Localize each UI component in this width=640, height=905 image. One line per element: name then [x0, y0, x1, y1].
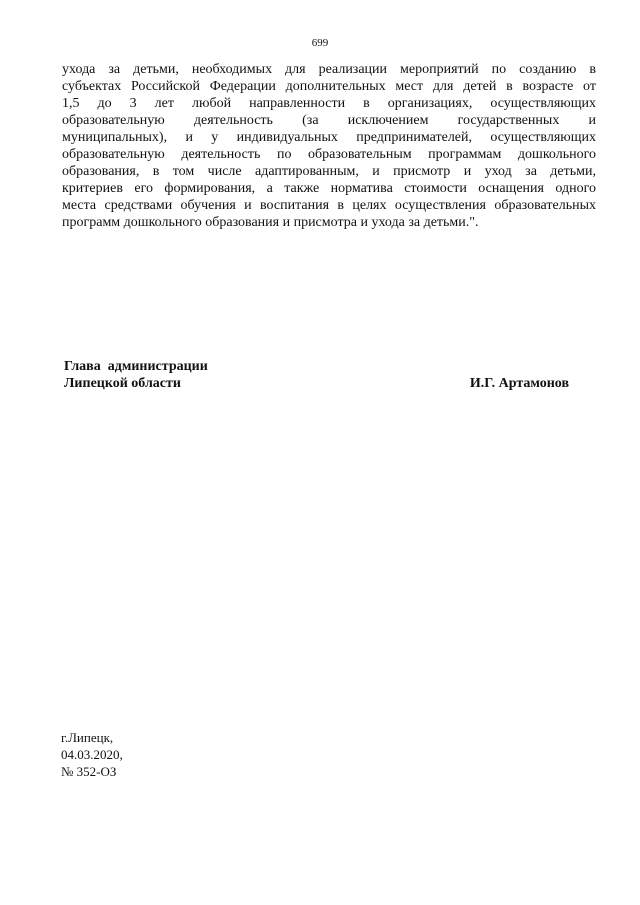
signatory-region: Липецкой области: [64, 376, 181, 391]
body-text-line: места средствами обучения и воспитания в целях осуществления образовательных: [62, 198, 596, 213]
footer-city: г.Липецк,: [61, 730, 114, 745]
body-text-line: образовательную деятельность по образовательным программам дошкольного: [62, 147, 596, 162]
body-text-line: образования, в том числе адаптированным, и присмотр и уход за детьми,: [62, 164, 596, 179]
body-text-line: ухода за детьми, необходимых для реализации мероприятий по созданию в: [62, 62, 596, 77]
signatory-position: Глава администрации: [64, 359, 208, 374]
body-text-line: муниципальных), и у индивидуальных предпринимателей, осуществляющих: [62, 130, 596, 145]
body-text-line: образовательную деятельность (за исключением государственных и: [62, 113, 596, 128]
signature-block: [64, 358, 569, 392]
document-footer: [61, 729, 123, 780]
body-text-line: критериев его формирования, а также норматива стоимости оснащения одного: [62, 181, 596, 196]
page-number: 699: [311, 37, 329, 49]
signatory-name: И.Г. Артамонов: [469, 376, 569, 391]
footer-date: 04.03.2020,: [61, 747, 123, 762]
document-body-text: [62, 61, 596, 231]
body-text-line: программ дошкольного образования и присмотра и ухода за детьми.".: [62, 215, 479, 230]
footer-law-number: № 352-ОЗ: [61, 764, 117, 779]
body-text-line: 1,5 до 3 лет любой направленности в организациях, осуществляющих: [62, 96, 596, 111]
body-text-line: субъектах Российской Федерации дополнительных мест для детей в возрасте от: [62, 79, 596, 94]
